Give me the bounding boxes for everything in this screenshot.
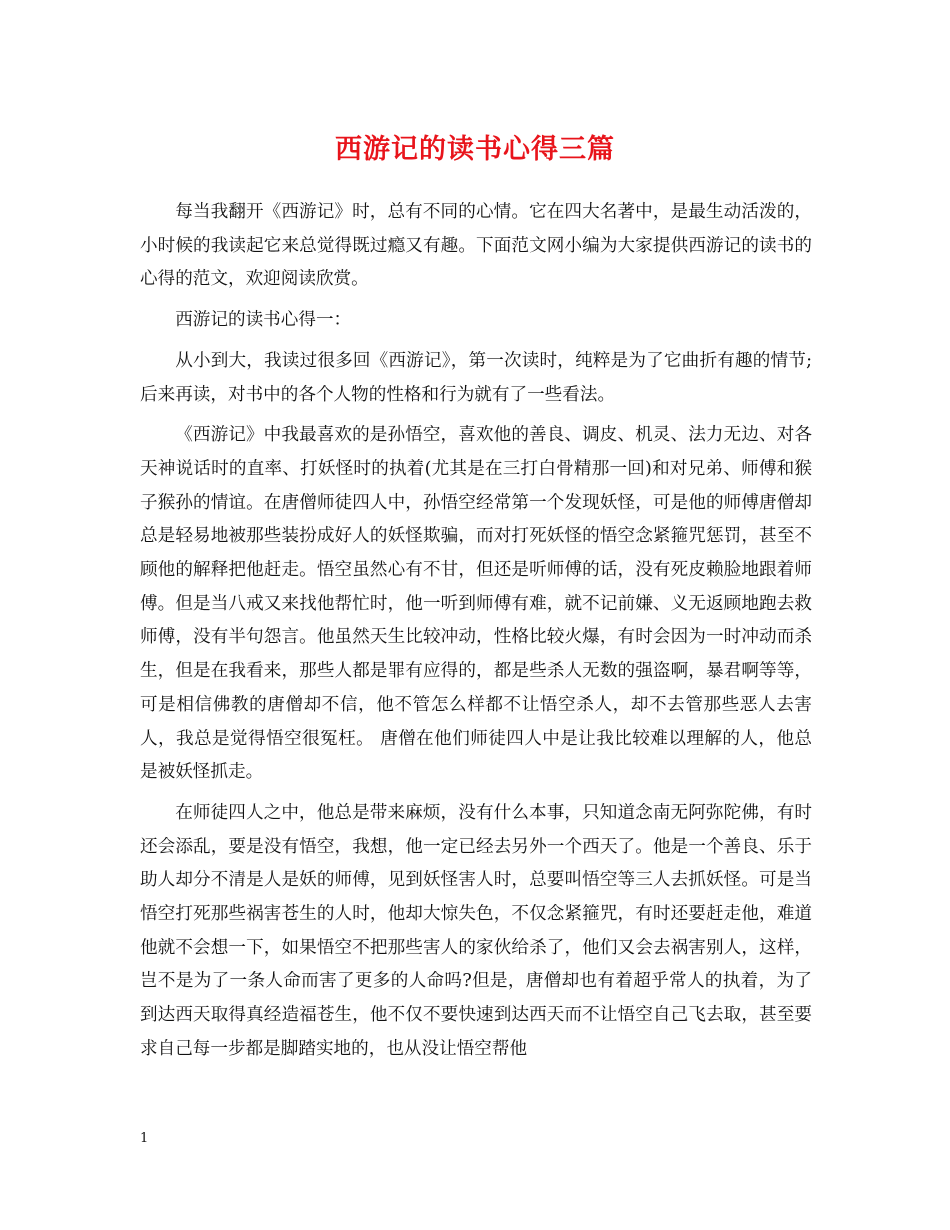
page-number: 1 xyxy=(140,1131,149,1146)
paragraph-reading-history: 从小到大，我读过很多回《西游记》，第一次读时，纯粹是为了它曲折有趣的情节;后来再读，对书中的各个人物的性格和行为就有了一些看法。 xyxy=(140,350,812,405)
document-title: 西游记的读书心得三篇 xyxy=(335,134,615,165)
paragraph-tang-seng: 在师徒四人之中，他总是带来麻烦，没有什么本事，只知道念南无阿弥陀佛，有时还会添乱，要是没有悟空，我想，他一定已经去另外一个西天了。他是一个善良、乐于助人却分不清是人是妖的师傅，见到妖怪害人时，总要叫悟空等三人去抓妖怪。可是当悟空打死那些祸害苍生的人时，他却大惊失色，不仅念紧箍咒，有时还要赶走他，难道他就不会想一下，如果悟空不把那些害人的家伙给杀了，他们又会去祸害别人，这样，岂不是为了一条人命而害了更多的人命吗?但是，唐僧却也有着超乎常人的执着，为了到达西天取得真经造福苍生，他不仅不要快速到达西天而不让悟空自己飞去取，甚至要求自己每一步都是脚踏实地的，也从没让悟空帮他 xyxy=(140,802,812,1059)
paragraph-section-heading: 西游记的读书心得一： xyxy=(175,310,352,331)
paragraph-sun-wukong: 《西游记》中我最喜欢的是孙悟空，喜欢他的善良、调皮、机灵、法力无边、对各天神说话时的直率、打妖怪时的执着(尤其是在三打白骨精那一回)和对兄弟、师傅和猴子猴孙的情谊。在唐僧师徒四人中，孙悟空经常第一个发现妖怪，可是他的师傅唐僧却总是轻易地被那些装扮成好人的妖怪欺骗，而对打死妖怪的悟空念紧箍咒惩罚，甚至不顾他的解释把他赶走。悟空虽然心有不甘，但还是听师傅的话，没有死皮赖脸地跟着师傅。但是当八戒又来找他帮忙时，他一听到师傅有难，就不记前嫌、义无返顾地跑去救师傅，没有半句怨言。他虽然天生比较冲动，性格比较火爆，有时会因为一时冲动而杀生，但是在我看来，那些人都是罪有应得的，都是些杀人无数的强盗啊，暴君啊等等，可是相信佛教的唐僧却不信，他不管怎么样都不让悟空杀人，却不去管那些恶人去害人，我总是觉得悟空很冤枉。 唐僧在他们师徒四人中是让我比较难以理解的人，他总是被妖怪抓走。 xyxy=(140,425,812,783)
paragraph-intro: 每当我翻开《西游记》时，总有不同的心情。它在四大名著中，是最生动活泼的，小时候的我读起它来总觉得既过瘾又有趣。下面范文网小编为大家提供西游记的读书的心得的范文，欢迎阅读欣赏。 xyxy=(140,202,812,290)
document-body xyxy=(140,196,812,1074)
